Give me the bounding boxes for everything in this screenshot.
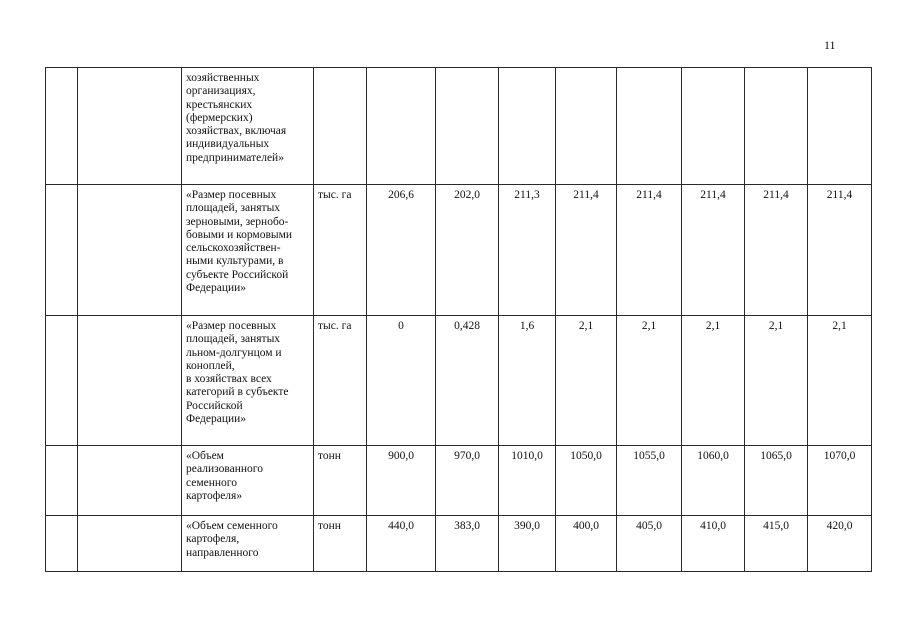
indicator-description-cell [182, 185, 314, 316]
value-cell: 2,1 [745, 316, 808, 446]
value-cell: 2,1 [556, 316, 617, 446]
value-cell: 405,0 [617, 516, 682, 572]
description-line: организациях, [186, 85, 256, 98]
description-line: льном-долгунцом и [186, 346, 282, 359]
description-line: «Объем [186, 450, 224, 462]
value-cell: 211,3 [499, 185, 556, 316]
value-cell: 410,0 [682, 516, 745, 572]
table-row [46, 516, 872, 572]
value-cell: 415,0 [745, 516, 808, 572]
value-cell: 0 [367, 316, 436, 446]
value-cell: 2,1 [617, 316, 682, 446]
value-cell: 211,4 [617, 185, 682, 316]
description-line: Федерации» [186, 282, 247, 295]
description-line: площадей, занятых [186, 333, 281, 346]
description-line: направленного [186, 546, 259, 559]
program-cell [78, 446, 182, 516]
description-line: «Объем семенного [186, 520, 278, 532]
value-cell: 211,4 [808, 185, 872, 316]
value-cell: 1010,0 [499, 446, 556, 516]
description-line: картофеля» [186, 489, 243, 502]
value-cell: 1065,0 [745, 446, 808, 516]
value-cell: 206,6 [367, 185, 436, 316]
value-cell: 390,0 [499, 516, 556, 572]
description-line: «Размер посевных [186, 320, 277, 332]
unit-cell: тонн [314, 516, 367, 572]
description-line: реализованного [186, 463, 263, 476]
value-cell: 1,6 [499, 316, 556, 446]
program-cell [78, 516, 182, 572]
value-cell: 211,4 [745, 185, 808, 316]
indicator-description-cell [182, 68, 314, 185]
value-cell: 211,4 [556, 185, 617, 316]
indicator-description-cell [182, 516, 314, 572]
value-cell [617, 68, 682, 185]
description-line: зерновыми, зернобо- [186, 215, 289, 228]
value-cell [436, 68, 499, 185]
description-line: бовыми и кормовыми [186, 228, 293, 241]
value-cell: 383,0 [436, 516, 499, 572]
value-cell: 2,1 [682, 316, 745, 446]
program-cell [78, 185, 182, 316]
number-cell [46, 516, 78, 572]
description-line: индивидуальных [186, 138, 270, 151]
description-line: Федерации» [186, 413, 247, 426]
description-line: крестьянских [186, 98, 253, 111]
value-cell [367, 68, 436, 185]
description-line: картофеля, [186, 533, 240, 546]
value-cell: 0,428 [436, 316, 499, 446]
value-cell: 970,0 [436, 446, 499, 516]
unit-cell [314, 68, 367, 185]
value-cell: 1055,0 [617, 446, 682, 516]
value-cell: 211,4 [682, 185, 745, 316]
value-cell: 1070,0 [808, 446, 872, 516]
number-cell [46, 68, 78, 185]
value-cell [499, 68, 556, 185]
number-cell [46, 316, 78, 446]
indicators-table [45, 67, 872, 572]
indicator-description-cell [182, 316, 314, 446]
table-row [46, 68, 872, 185]
program-cell [78, 316, 182, 446]
description-line: в хозяйствах всех [186, 373, 272, 386]
unit-cell: тонн [314, 446, 367, 516]
description-line: Российской [186, 399, 243, 412]
description-line: ными культурами, в [186, 255, 284, 268]
description-line: предпринимателей» [186, 151, 284, 164]
unit-cell: тыс. га [314, 185, 367, 316]
value-cell: 1060,0 [682, 446, 745, 516]
description-line: площадей, занятых [186, 202, 281, 215]
description-line: хозяйственных [186, 72, 260, 84]
indicator-description-cell [182, 446, 314, 516]
description-line: семенного [186, 476, 237, 489]
value-cell: 420,0 [808, 516, 872, 572]
description-line: категорий в субъекте [186, 386, 289, 399]
table-row [46, 446, 872, 516]
value-cell: 900,0 [367, 446, 436, 516]
page-number: 11 [824, 38, 836, 52]
value-cell: 1050,0 [556, 446, 617, 516]
table-row [46, 185, 872, 316]
value-cell [808, 68, 872, 185]
number-cell [46, 185, 78, 316]
value-cell: 2,1 [808, 316, 872, 446]
value-cell: 202,0 [436, 185, 499, 316]
program-cell [78, 68, 182, 185]
value-cell [682, 68, 745, 185]
description-line: субъекте Российской [186, 268, 289, 281]
table-row [46, 316, 872, 446]
value-cell: 440,0 [367, 516, 436, 572]
number-cell [46, 446, 78, 516]
description-line: (фермерских) [186, 111, 253, 124]
description-line: сельскохозяйствен- [186, 242, 281, 255]
value-cell [556, 68, 617, 185]
unit-cell: тыс. га [314, 316, 367, 446]
value-cell: 400,0 [556, 516, 617, 572]
description-line: «Размер посевных [186, 189, 277, 201]
description-line: коноплей, [186, 359, 235, 372]
description-line: хозяйствах, включая [186, 125, 287, 138]
value-cell [745, 68, 808, 185]
